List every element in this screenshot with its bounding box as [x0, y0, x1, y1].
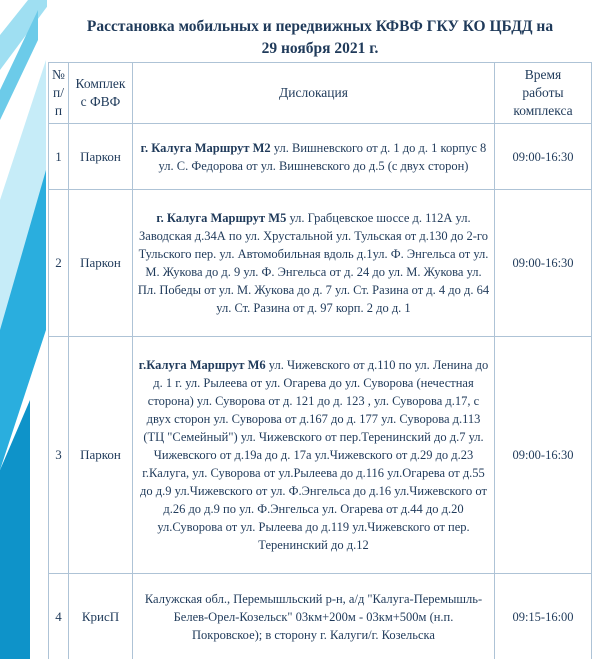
row-complex: КрисП — [69, 574, 133, 659]
header-time: Время работы комплекса — [495, 63, 592, 124]
location-text: ул. Чижевского от д.110 по ул. Ленина до д. 1 г. ул. Рылеева от ул. Огарева до ул. Суворова (нечестная сторона) ул. Суворова от д. 121 до д. 123 , ул. Суворова д.17, с двух сторон ул. Суворова от д.167 до д. 177 ул. Суворова д.113 (ТЦ "Семейный") ул. Чижевского от пер.Теренинский до д.7 ул. Чижевского от д.19а до д. 17а ул.Чижевского от д.29 до д.23 г.Калуга, ул. Суворова от ул.Рылеева до д.116 ул.Огарева от д.55 до д.9 ул.Чижевского от ул. Ф.Энгельса до д.16 ул.Чижевского от д.26 до д.9 по ул. Ф.Энгельса ул. Огарева от д.44 до д.20 ул.Суворова от ул. Рылеева до д.119 ул.Чижевского от пер. Теренинский до д.12 — [140, 358, 489, 552]
row-time: 09:00-16:30 — [495, 337, 592, 574]
route-label: г. Калуга Маршрут М5 — [156, 211, 287, 225]
row-location — [133, 190, 495, 337]
header-complex: Комплек с ФВФ — [69, 63, 133, 124]
row-time: 09:00-16:30 — [495, 124, 592, 190]
schedule-table — [48, 62, 592, 659]
document-title — [47, 7, 593, 57]
row-number: 1 — [49, 124, 69, 190]
route-label: г.Калуга Маршрут М6 — [138, 358, 266, 372]
row-time: 09:00-16:30 — [495, 190, 592, 337]
header-location: Дислокация — [133, 63, 495, 124]
location-text: Калужская обл., Перемышльский р-н, а/д "Калуга-Перемышль-Белев-Орел-Козельск" 03км+200м - 03км+500м (н.п. Покровское); в сторону г. Калуги/г. Козельска — [144, 591, 483, 642]
row-number: 4 — [49, 574, 69, 659]
row-complex: Паркон — [69, 124, 133, 190]
row-number: 3 — [49, 337, 69, 574]
table-row — [49, 190, 592, 337]
table-row — [49, 337, 592, 574]
header-number: № п/ п — [49, 63, 69, 124]
title-line-2: 29 ноября 2021 г. — [261, 40, 379, 57]
route-label: г. Калуга Маршрут М2 — [140, 140, 271, 155]
row-complex: Паркон — [69, 337, 133, 574]
table-row — [49, 574, 592, 659]
table-row — [49, 124, 592, 190]
row-number: 2 — [49, 190, 69, 337]
table-header-row — [49, 63, 592, 124]
row-time: 09:15-16:00 — [495, 574, 592, 659]
row-location — [133, 124, 495, 190]
row-location — [133, 574, 495, 659]
location-text: ул. Грабцевское шоссе д. 112А ул. Заводская д.34А по ул. Хрустальной ул. Тульская от д.130 до 2-го Тульского пер. ул. Автомобильная вдоль д.1ул. Ф. Энгельса от ул. М. Жукова до д. 9 ул. Ф. Энгельса от д. 24 до ул. М. Жукова ул. Пл. Победы от ул. М. Жукова до д. 7 ул. Ст. Разина от д. 4 до д. 64 ул. Ст. Разина от д. 97 корп. 2 до д. 1 — [137, 211, 490, 315]
row-location — [133, 337, 495, 574]
document-page — [47, 0, 593, 659]
location-text: ул. Вишневского от д. 1 до д. 1 корпус 8 ул. С. Федорова от ул. Вишневского до д.5 (с двух сторон) — [158, 140, 487, 173]
row-complex: Паркон — [69, 190, 133, 337]
title-line-1: Расстановка мобильных и передвижных КФВФ ГКУ КО ЦБДД на — [86, 18, 554, 35]
